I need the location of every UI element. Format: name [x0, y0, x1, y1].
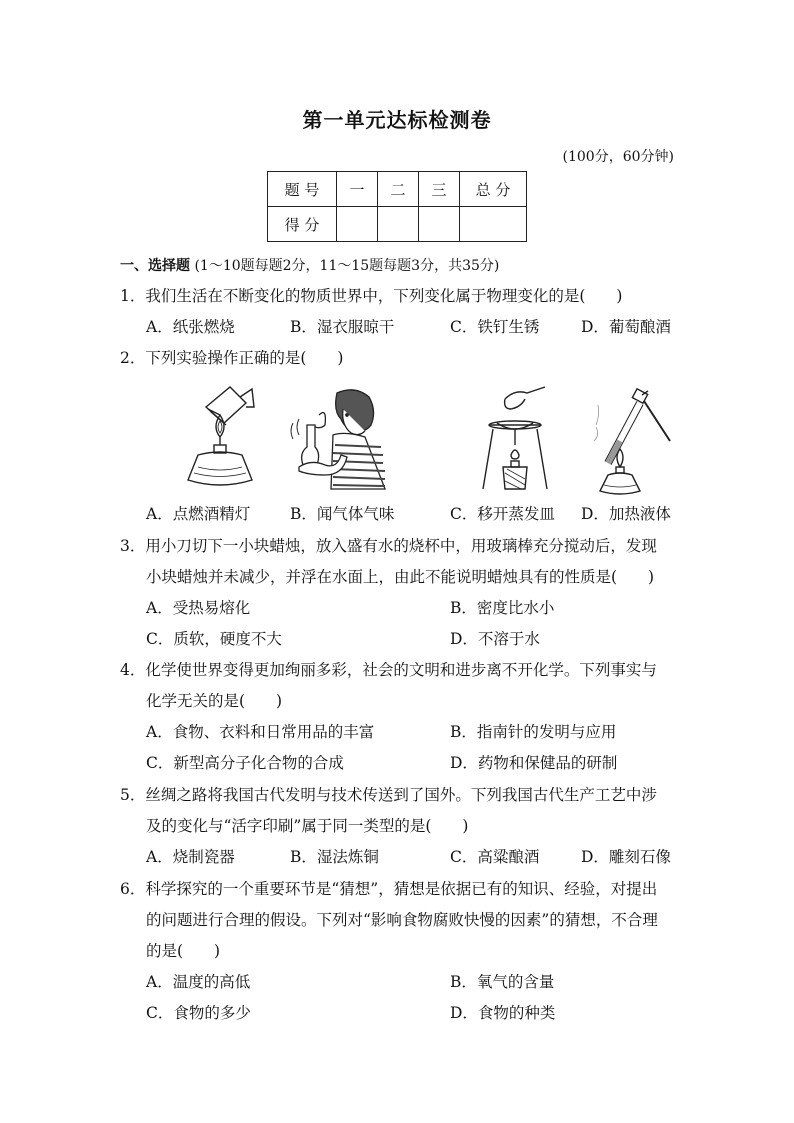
option[interactable]: B．密度比水小 [450, 599, 555, 617]
option[interactable]: B．湿衣服晾干 [290, 318, 395, 336]
option[interactable]: D．雕刻石像 [581, 848, 671, 866]
option[interactable]: C．铁钉生锈 [450, 318, 540, 336]
question-4-stem-line-1: 4．化学使世界变得更加绚丽多彩，社会的文明和进步离不开化学。下列事实与 [120, 661, 657, 679]
table-cell: 三 [419, 172, 460, 207]
option[interactable]: D．食物的种类 [450, 1004, 556, 1022]
option[interactable]: C．高粱酿酒 [450, 848, 540, 866]
score-table-header-row [268, 172, 527, 207]
question-2-stem: 2．下列实验操作正确的是( ) [120, 349, 344, 367]
option[interactable]: A．温度的高低 [146, 973, 251, 991]
score-input-cell[interactable] [378, 207, 419, 242]
option[interactable]: A．食物、衣料和日常用品的丰富 [146, 723, 375, 741]
option[interactable]: C．新型高分子化合物的合成 [146, 754, 344, 772]
heating-liquid-figure [590, 385, 680, 495]
score-table [267, 171, 527, 242]
option[interactable]: D．药物和保健品的研制 [450, 754, 618, 772]
score-input-cell[interactable] [419, 207, 460, 242]
question-5-stem-line-1: 5．丝绸之路将我国古代发明与技术传送到了国外。下列我国古代生产工艺中涉 [120, 786, 657, 804]
question-1-stem: 1．我们生活在不断变化的物质世界中，下列变化属于物理变化的是( ) [120, 287, 623, 305]
option[interactable]: A．受热易熔化 [146, 599, 251, 617]
option[interactable]: D．葡萄酿酒 [581, 318, 671, 336]
table-cell: 总 分 [460, 172, 527, 207]
option[interactable]: C．质软，硬度不大 [146, 630, 282, 648]
score-table-score-row [268, 207, 527, 242]
score-time-note: (100分，60分钟) [562, 149, 674, 165]
table-cell: 题 号 [268, 172, 337, 207]
question-5-stem-line-2: 及的变化与“活字印刷”属于同一类型的是( ) [146, 817, 469, 835]
question-3-stem-line-2: 小块蜡烛并未减少，并浮在水面上，由此不能说明蜡烛具有的性质是( ) [146, 568, 655, 586]
option[interactable]: B．湿法炼铜 [290, 848, 379, 866]
section-title: 一、选择题 [120, 258, 190, 274]
question-6-stem-line-1: 6．科学探究的一个重要环节是“猜想”，猜想是依据已有的知识、经验，对提出 [120, 880, 658, 898]
option[interactable]: A．烧制瓷器 [146, 848, 235, 866]
option[interactable]: B．指南针的发明与应用 [450, 723, 617, 741]
option[interactable]: B．闻气体气味 [290, 505, 395, 523]
page-title: 第一单元达标检测卷 [302, 108, 492, 132]
evaporating-dish-figure [475, 385, 555, 495]
option[interactable]: C．食物的多少 [146, 1004, 251, 1022]
option[interactable]: A．点燃酒精灯 [146, 505, 251, 523]
question-4-stem-line-2: 化学无关的是( ) [146, 692, 283, 710]
question-6-stem-line-2: 的问题进行合理的假设。下列对“影响食物腐败快慢的因素”的猜想，不合理 [146, 911, 658, 929]
option[interactable]: D．加热液体 [581, 505, 671, 523]
question-6-stem-line-3: 的是( ) [146, 942, 221, 960]
table-cell: 得 分 [268, 207, 337, 242]
section-heading [120, 255, 499, 275]
table-cell: 一 [337, 172, 378, 207]
option[interactable]: B．氧气的含量 [450, 973, 555, 991]
section-note: (1～10题每题2分，11～15题每题3分，共35分) [194, 258, 500, 274]
boy-smelling-gas-figure [285, 385, 395, 495]
option[interactable]: A．纸张燃烧 [146, 318, 235, 336]
score-input-cell[interactable] [337, 207, 378, 242]
option[interactable]: D．不溶于水 [450, 630, 540, 648]
score-input-cell[interactable] [460, 207, 527, 242]
alcohol-lamp-lighting-figure [180, 385, 260, 490]
question-3-stem-line-1: 3．用小刀切下一小块蜡烛，放入盛有水的烧杯中，用玻璃棒充分搅动后，发现 [120, 537, 657, 555]
option[interactable]: C．移开蒸发皿 [450, 505, 555, 523]
table-cell: 二 [378, 172, 419, 207]
